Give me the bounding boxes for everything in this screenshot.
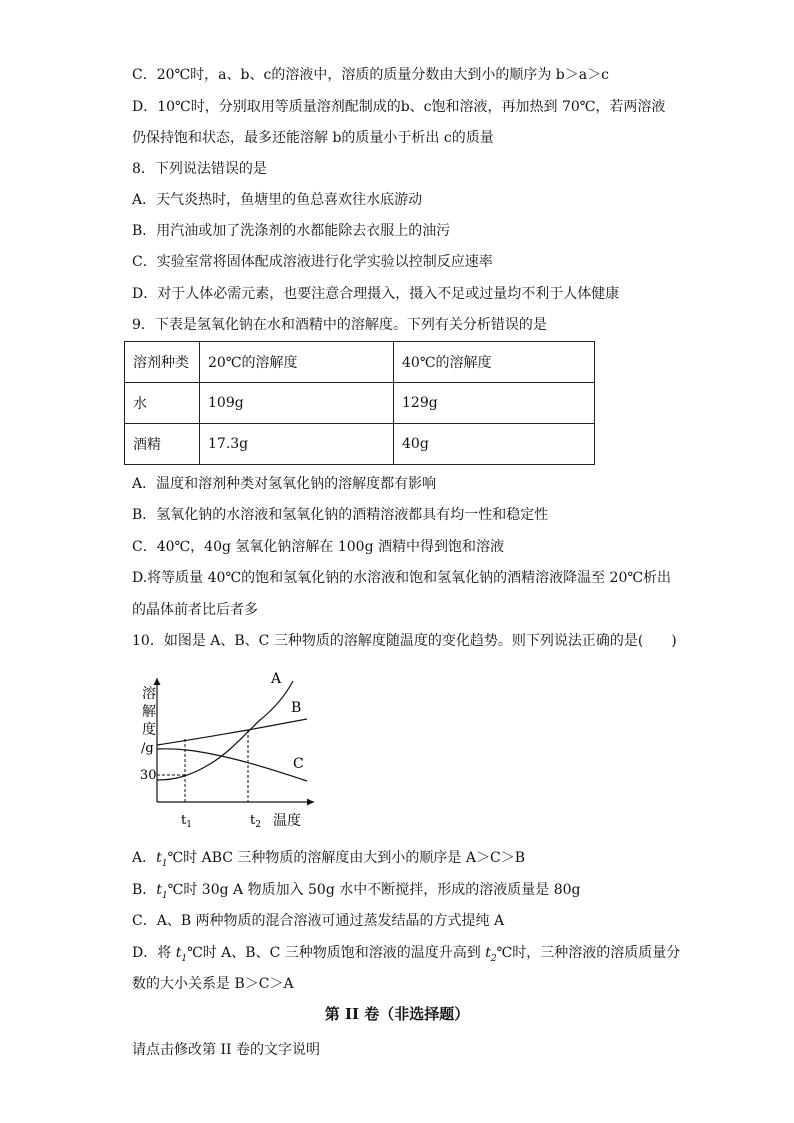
q9-stem: 9．下表是氢氧化钠在水和酒精中的溶解度。下列有关分析错误的是 [132,317,547,333]
curve-c-label: C [293,756,304,772]
q9-option-c: C．40℃，40g 氢氧化钠溶解在 100g 酒精中得到饱和溶液 [132,539,504,555]
table-header-cell: 40℃的溶解度 [394,342,595,383]
x-tick-t2: $t_2$ [250,813,261,830]
table-cell: 17.3g [200,424,394,465]
y-axis-label-char: 解 [142,704,156,720]
q10-option-d-line1: D．将 $t_1℃$时 A、B、C 三种物质饱和溶液的温度升高到 $t_2℃$时，三种溶液的溶质质量分 [132,945,681,964]
y-axis-label-char: 度 [142,722,156,738]
x-axis-label: 温度 [273,813,301,829]
table-row [125,383,595,424]
q10-option-d-line2: 数的大小关系是 B＞C＞A [132,976,294,992]
curve-a-label: A [271,671,282,687]
table-cell: 水 [125,383,200,424]
table-header-cell: 溶剂种类 [125,342,200,383]
table-cell: 40g [394,424,595,465]
section-note[interactable]: 请点击修改第 II 卷的文字说明 [132,1042,320,1058]
q8-stem: 8．下列说法错误的是 [132,161,267,177]
x-tick-t1: $t_1$ [181,813,192,830]
table-row [125,424,595,465]
table-cell: 129g [394,383,595,424]
table-cell: 酒精 [125,424,200,465]
curve-a [157,681,293,780]
q8-option-b: B．用汽油或加了洗涤剂的水都能除去衣服上的油污 [132,223,451,239]
curve-b [157,719,307,745]
q7-option-c: C．20℃时，a、b、c的溶液中，溶质的质量分数由大到小的顺序为 b＞a＞c [132,67,609,83]
q7-option-d-line1: D．10℃时，分别取用等质量溶剂配制成的b、c饱和溶液，再加热到 70℃，若两溶液 [132,99,666,115]
q8-option-a: A．天气炎热时，鱼塘里的鱼总喜欢往水底游动 [132,192,423,208]
q10-option-b: B．$t_1℃$时 30g A 物质加入 50g 水中不断搅拌，形成的溶液质量是 80g [132,882,581,901]
q9-option-a: A．温度和溶剂种类对氢氧化钠的溶解度都有影响 [132,476,437,492]
curve-b-label: B [291,700,302,716]
table-cell: 109g [200,383,394,424]
q10-option-a: A．$t_1℃$时 ABC 三种物质的溶解度由大到小的顺序是 A＞C＞B [132,850,525,869]
table-header-row [125,342,595,383]
solubility-curve-figure [130,668,330,833]
q8-option-c: C．实验室常将固体配成溶液进行化学实验以控制反应速率 [132,254,493,270]
q10-option-c: C．A、B 两种物质的混合溶液可通过蒸发结晶的方式提纯 A [132,913,505,929]
y-axis-label-char: /g [141,741,154,756]
table-header-cell: 20℃的溶解度 [200,342,394,383]
q10-stem: 10．如图是 A、B、C 三种物质的溶解度随温度的变化趋势。则下列说法正确的是( ) [132,633,677,649]
y-axis-label-char: 溶 [142,686,156,702]
solubility-table [124,341,595,465]
q8-option-d: D．对于人体必需元素，也要注意合理摄入，摄入不足或过量均不利于人体健康 [132,286,620,302]
curve-c [157,749,307,781]
y-tick-label: 30 [140,768,157,783]
q9-option-d-line1: D.将等质量 40℃的饱和氢氧化钠的水溶液和饱和氢氧化钠的酒精溶液降温至 20℃析出 [132,570,672,586]
section-title: 第 II 卷（非选择题） [324,1005,470,1023]
q9-option-b: B．氢氧化钠的水溶液和氢氧化钠的酒精溶液都具有均一性和稳定性 [132,507,549,523]
q9-option-d-line2: 的晶体前者比后者多 [132,602,258,618]
q7-option-d-line2: 仍保持饱和状态，最多还能溶解 b的质量小于析出 c的质量 [132,130,494,146]
